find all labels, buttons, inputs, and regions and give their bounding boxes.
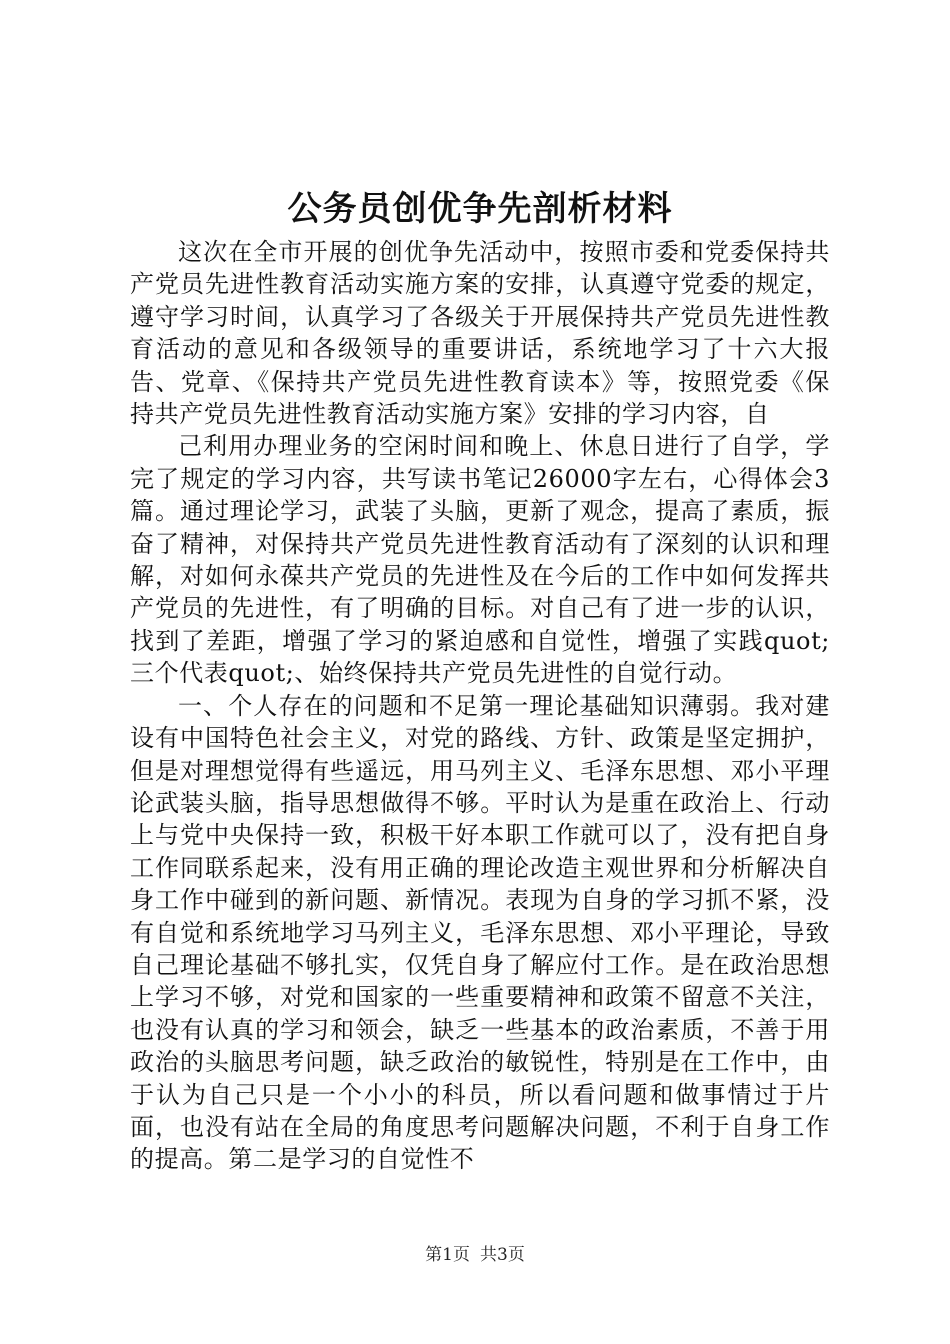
page-footer (0, 1243, 950, 1267)
paragraph: 己利用办理业务的空闲时间和晚上、休息日进行了自学，学完了规定的学习内容，共写读书笔记26000字左右，心得体会3篇。通过理论学习，武装了头脑，更新了观念，提高了素质，振奋了精神，对保持共产党员先进性教育活动有了深刻的认识和理解，对如何永葆共产党员的先进性及在今后的工作中如何发挥共产党员的先进性，有了明确的目标。对自己有了进一步的认识，找到了差距，增强了学习的紧迫感和自觉性，增强了实践quot;三个代表quot;、始终保持共产党员先进性的自觉行动。 (130, 432, 830, 688)
paragraph: 这次在全市开展的创优争先活动中，按照市委和党委保持共产党员先进性教育活动实施方案的安排，认真遵守党委的规定，遵守学习时间，认真学习了各级关于开展保持共产党员先进性教育活动的意见和各级领导的重要讲话，系统地学习了十六大报告、党章、《保持共产党员先进性教育读本》等，按照党委《保持共产党员先进性教育活动实施方案》安排的学习内容，自 (130, 238, 830, 429)
page-number: 第1页 (425, 1245, 470, 1265)
page-total: 共3页 (480, 1245, 525, 1265)
paragraph: 一、个人存在的问题和不足第一理论基础知识薄弱。我对建设有中国特色社会主义，对党的路线、方针、政策是坚定拥护，但是对理想觉得有些遥远，用马列主义、毛泽东思想、邓小平理论武装头脑，指导思想做得不够。平时认为是重在政治上、行动上与党中央保持一致，积极干好本职工作就可以了，没有把自身工作同联系起来，没有用正确的理论改造主观世界和分析解决自身工作中碰到的新问题、新情况。表现为自身的学习抓不紧，没有自觉和系统地学习马列主义，毛泽东思想、邓小平理论，导致自己理论基础不够扎实，仅凭自身了解应付工作。是在政治思想上学习不够，对党和国家的一些重要精神和政策不留意不关注，也没有认真的学习和领会，缺乏一些基本的政治素质，不善于用政治的头脑思考问题，缺乏政治的敏锐性，特别是在工作中，由于认为自己只是一个小小的科员，所以看问题和做事情过于片面，也没有站在全局的角度思考问题解决问题，不利于自身工作的提高。第二是学习的自觉性不 (130, 691, 830, 1174)
document-body (130, 236, 830, 1176)
document-title: 公务员创优争先剖析材料 (287, 189, 673, 229)
